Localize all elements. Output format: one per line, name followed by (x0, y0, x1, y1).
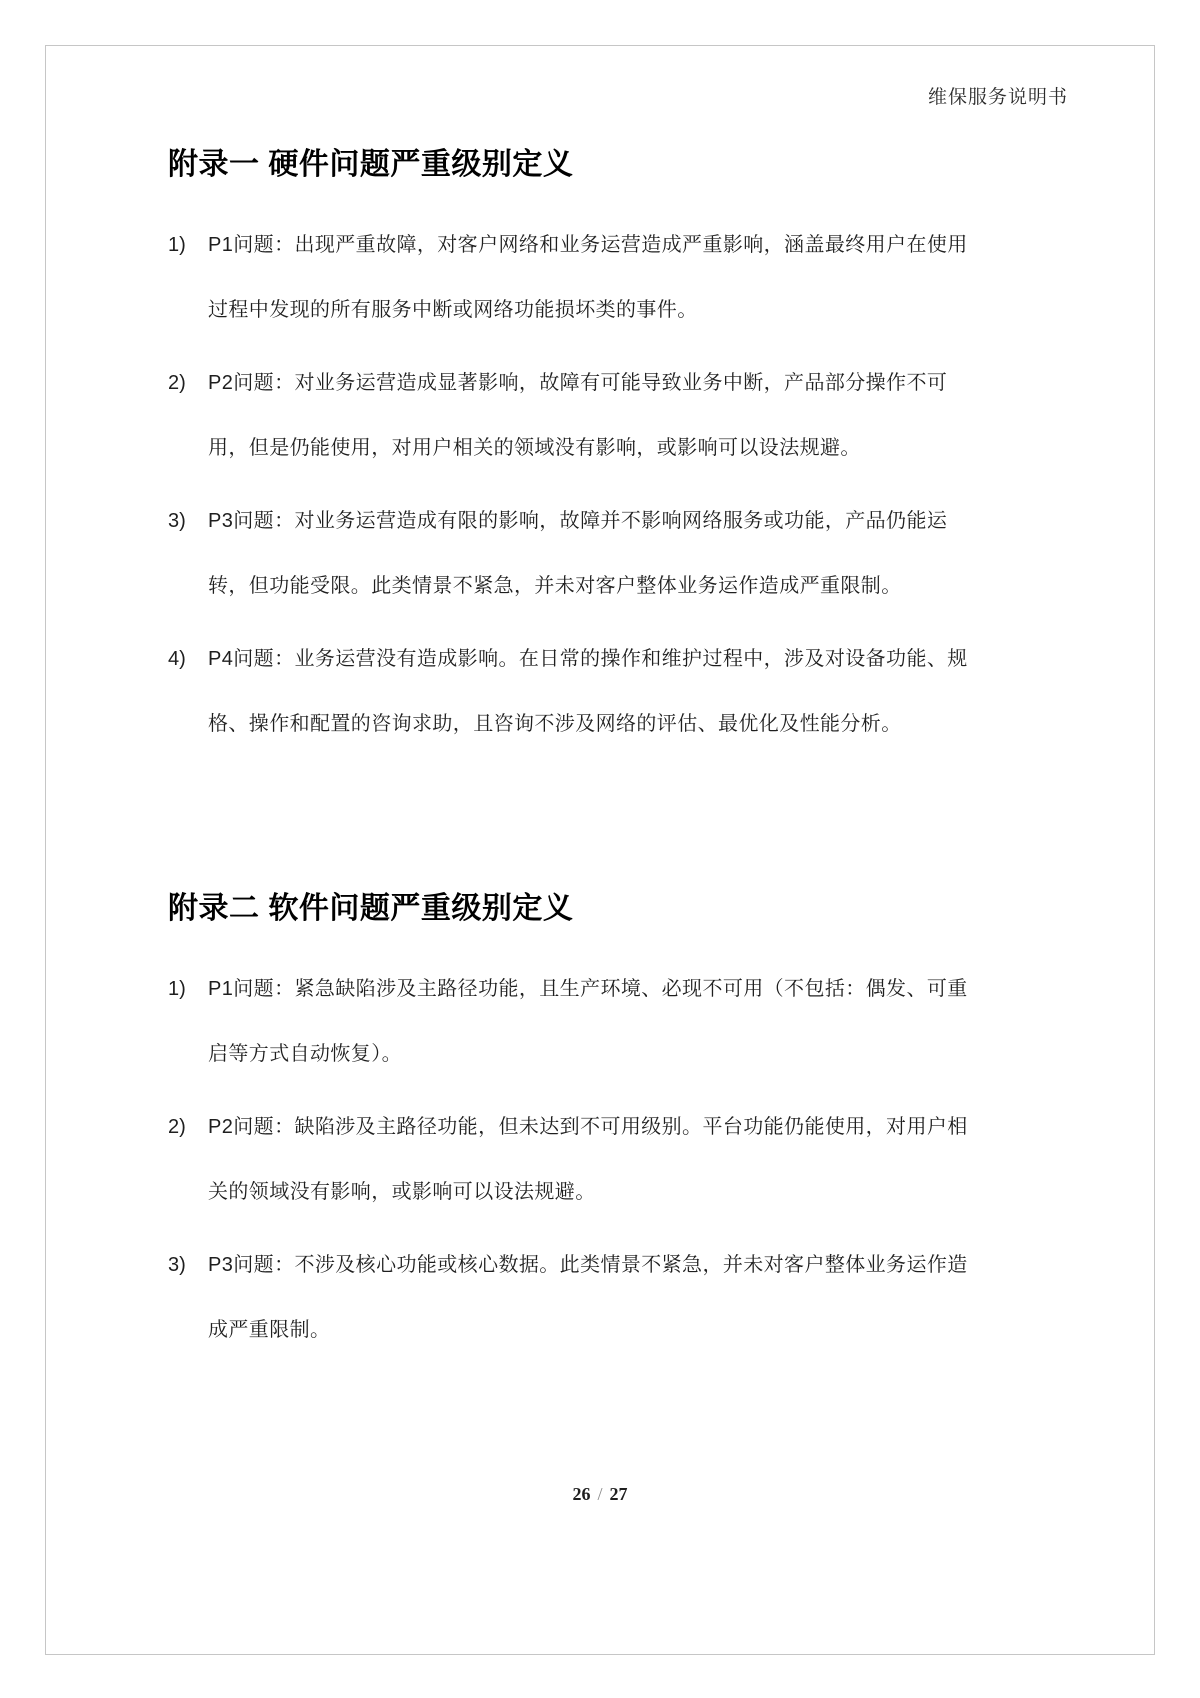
paragraph-line: P1问题：出现严重故障，对客户网络和业务运营造成严重影响，涵盖最终用户在使用 (208, 234, 968, 256)
list-item (168, 213, 968, 343)
appendix-1-heading: 附录一 硬件问题严重级别定义 (168, 148, 574, 181)
list-item-text (208, 489, 968, 619)
paragraph-line: 格、操作和配置的咨询求助，且咨询不涉及网络的评估、最优化及性能分析。 (208, 713, 902, 735)
appendix-2-section (168, 889, 968, 1363)
document-body (168, 45, 968, 1371)
paragraph-line: P4问题：业务运营没有造成影响。在日常的操作和维护过程中，涉及对设备功能、规 (208, 648, 968, 670)
appendix-2-list (168, 957, 968, 1363)
paragraph-line: 用，但是仍能使用，对用户相关的领域没有影响，或影响可以设法规避。 (208, 437, 861, 459)
list-item-number: 3) (168, 510, 186, 532)
list-item-text (208, 1095, 968, 1225)
list-item (168, 627, 968, 757)
paragraph-line: 关的领域没有影响，或影响可以设法规避。 (208, 1181, 596, 1203)
list-item-text (208, 627, 968, 757)
list-item-number: 2) (168, 1116, 186, 1138)
list-item (168, 1095, 968, 1225)
paragraph-line: 启等方式自动恢复）。 (208, 1043, 402, 1065)
paragraph-line: 转，但功能受限。此类情景不紧急，并未对客户整体业务运作造成严重限制。 (208, 575, 902, 597)
paragraph-line: 成严重限制。 (208, 1319, 331, 1341)
appendix-1-section (168, 45, 968, 757)
list-item-number: 1) (168, 978, 186, 1000)
paragraph-line: P1问题：紧急缺陷涉及主路径功能，且生产环境、必现不可用（不包括：偶发、可重 (208, 978, 968, 1000)
list-item-number: 2) (168, 372, 186, 394)
paragraph-line: 过程中发现的所有服务中断或网络功能损坏类的事件。 (208, 299, 698, 321)
list-item-number: 4) (168, 648, 186, 670)
paragraph-line: P2问题：对业务运营造成显著影响，故障有可能导致业务中断，产品部分操作不可 (208, 372, 948, 394)
list-item-text (208, 351, 968, 481)
list-item-text (208, 1233, 968, 1363)
list-item (168, 489, 968, 619)
paragraph-line: P2问题：缺陷涉及主路径功能，但未达到不可用级别。平台功能仍能使用，对用户相 (208, 1116, 968, 1138)
appendix-1-list (168, 213, 968, 757)
appendix-2-heading: 附录二 软件问题严重级别定义 (168, 892, 574, 925)
paragraph-line: P3问题：对业务运营造成有限的影响，故障并不影响网络服务或功能，产品仍能运 (208, 510, 948, 532)
list-item (168, 1233, 968, 1363)
paragraph-line: P3问题：不涉及核心功能或核心数据。此类情景不紧急，并未对客户整体业务运作造 (208, 1254, 968, 1276)
list-item-text (208, 213, 968, 343)
list-item (168, 957, 968, 1087)
list-item (168, 351, 968, 481)
page-number-separator: / (597, 1484, 603, 1504)
list-item-text (208, 957, 968, 1087)
total-page-number: 27 (609, 1484, 628, 1504)
document-header-title: 维保服务说明书 (927, 87, 1068, 108)
list-item-number: 1) (168, 234, 186, 256)
page-footer (0, 1484, 1200, 1505)
list-item-number: 3) (168, 1254, 186, 1276)
current-page-number: 26 (572, 1484, 591, 1504)
